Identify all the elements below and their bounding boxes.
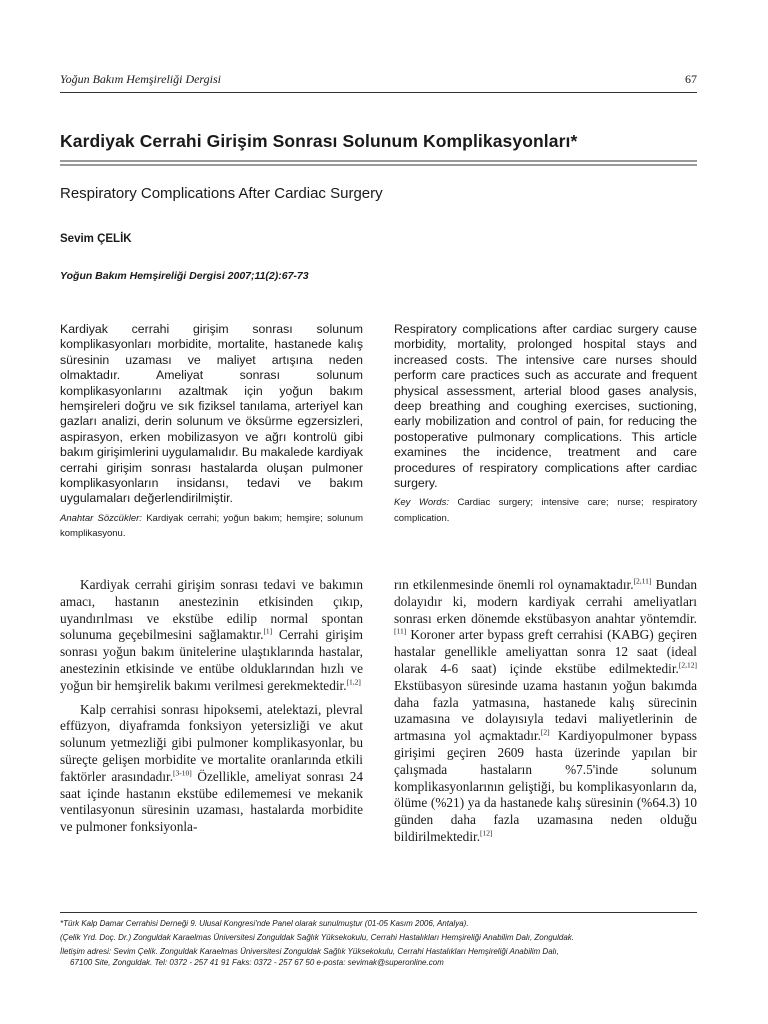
body-text: Kardiyopulmoner bypass girişimi geçiren 2609 hasta üzerinde yapılan bir çalışmada hastaların %7.5'inde solunum komplikasyonlarının geliştiği, bu komplikasyonların da, ölüme (%21) ya da hastanede kalış süresinin (%64.3) 10 günden daha fazla uzamasına neden olduğu bildirilmektedir.: [394, 728, 697, 844]
reference: [3-10]: [173, 768, 192, 778]
keywords: [394, 495, 697, 526]
keywords-text: Kardiyak cerrahi; yoğun bakım; hemşire; solunum komplikasyonu.: [60, 512, 363, 540]
reference: [1]: [263, 626, 273, 636]
reference: [11]: [394, 626, 407, 636]
body-text: Kardiyak cerrahi girişim sonrası tedavi ve bakımın amacı, hastanın anestezinin etkisinden çıkıp, uyandırılması ve ekstübe edilip normal spontan solunuma geçebilmesini sağlamaktır.: [60, 577, 363, 643]
abstract-turkish: [60, 322, 363, 542]
abstract-english: [394, 322, 697, 526]
keywords-label: Key Words:: [394, 497, 449, 509]
article-title: Kardiyak Cerrahi Girişim Sonrası Solunum Komplikasyonları*: [60, 131, 578, 151]
footnotes: [60, 918, 700, 971]
body-text: rın etkilenmesinde önemli rol oynamaktadır.: [394, 577, 634, 592]
header-rule: [60, 92, 697, 93]
reference: [2,11]: [633, 576, 652, 586]
body-paragraph: [394, 577, 697, 846]
abstract-text: Kardiyak cerrahi girişim sonrası solunum komplikasyonları morbidite, mortalite, hastanede kalış süresinin uzaması ve maliyet artışına neden olmaktadır. Ameliyat sonrası solunum komplikasyonlarını azaltmak için yoğun bakım hemşireleri doğru ve sık fiziksel tanılama, arteriyel kan gazları analizi, derin solunum ve öksürme egzersizleri, aspirasyon, erken mobilizasyon ve ağrı kontrolü gibi bakım girişimlerini uygulamalıdır. Bu makalede kardiyak cerrahi girişim sonrası hastalarda oluşan pulmoner komplikasyonların insidansı, tedavi ve bakım uygulamaları değerlendirilmiştir.: [60, 322, 363, 506]
body-text: Ekstübasyon süresinde uzama hastanın yoğun bakımda daha fazla yatmasına, hastanede kalış sürecinin uzamasına ve dolayısıyla tedavi maliyetlerinin de artmasına yol açmaktadır.: [394, 677, 697, 744]
reference: [1,2]: [346, 677, 361, 687]
title-rule: [60, 160, 697, 162]
footnote-rule: [60, 912, 697, 913]
footnote-address: İletişim adresi: Sevim Çelik. Zonguldak Karaelmas Üniversitesi Zonguldak Sağlık Yüksekokulu, Cerrahi Hastalıkları Hemşireliği Anabilim Dalı,: [60, 947, 559, 956]
citation: Yoğun Bakım Hemşireliği Dergisi 2007;11(2):67-73: [60, 270, 309, 282]
body-column-right: [394, 577, 697, 846]
title-rule: [60, 164, 697, 166]
journal-name: Yoğun Bakım Hemşireliği Dergisi: [60, 72, 221, 86]
body-text: Cerrahi girişim sonrası yoğun bakım ünitelerine ulaştıklarında hastalar, anestezinin etkisinde ve entübe olduklarından hızlı ve yoğun bir hemşirelik bakımı verilmesi gerekmektedir.: [60, 627, 363, 693]
body-text: Bundan dolayıdır ki, modern kardiyak cerrahi ameliyatları sonrası erken dönemde ekstübasyon anahtar yöntemdir.: [394, 577, 697, 626]
reference: [12]: [480, 828, 493, 838]
body-paragraph: [60, 577, 363, 695]
body-text: Koroner arter bypass greft cerrahisi (KABG) geçiren hastalar genellikle ameliyattan sonra 12 saat (ideal olarak 4-6 saat) içinde ekstübe edilmektedir.: [394, 627, 697, 676]
footnote-congress: *Türk Kalp Damar Cerrahisi Derneği 9. Ulusal Kongresi'nde Panel olarak sunulmuştur (01-05 Kasım 2006, Antalya).: [60, 919, 469, 928]
keywords-text: Cardiac surgery; intensive care; nurse; respiratory complication.: [394, 497, 697, 524]
reference: [2]: [540, 727, 550, 737]
keywords-label: Anahtar Sözcükler:: [60, 512, 142, 524]
running-header: [60, 70, 697, 88]
article-subtitle: Respiratory Complications After Cardiac Surgery: [60, 185, 383, 202]
page-number: 67: [685, 72, 697, 86]
body-text: Kalp cerrahisi sonrası hipoksemi, atelektazi, plevral effüzyon, diyaframda fonksiyon yetersizliği ve akut solunum yetmezliği gibi pulmoner komplikasyonlar, bu süreçte gelişen morbidite ve mortalite oranlarında etkili faktörler arasındadır.: [60, 701, 363, 784]
abstract-text: Respiratory complications after cardiac surgery cause morbidity, mortality, prolonged hospital stays and increased costs. The intensive care nurses should perform care practices such as accurate and frequent physical assessment, arterial blood gases analysis, deep breathing and coughing exercises, suctioning, early mobilization and control of pain, for reducing the postoperative pulmonary complications. This article examines the incidence, treatment and care procedures of respiratory complications after cardiac surgery.: [394, 322, 697, 491]
footnote-contact: 67100 Site, Zonguldak. Tel: 0372 - 257 41 91 Faks: 0372 - 257 67 50 e-posta: sevimak@superonline.com: [70, 958, 444, 967]
body-text: Özellikle, ameliyat sonrası 24 saat içinde hastanın ekstübe edilememesi ve mekanik ventilasyonun süresinin uzaması, hastalarda morbidite ve pulmoner fonksiyonla-: [60, 768, 363, 835]
reference: [2,12]: [678, 660, 697, 670]
keywords: [60, 511, 363, 542]
author-name: Sevim ÇELİK: [60, 233, 132, 245]
footnote-affiliation: (Çelik Yrd. Doç. Dr.) Zonguldak Karaelmas Üniversitesi Zonguldak Sağlık Yüksekokulu, Cerrahi Hastalıkları Hemşireliği Anabilim Dalı, Zonguldak.: [60, 933, 574, 942]
body-column-left: [60, 577, 363, 836]
body-paragraph: [60, 702, 363, 836]
